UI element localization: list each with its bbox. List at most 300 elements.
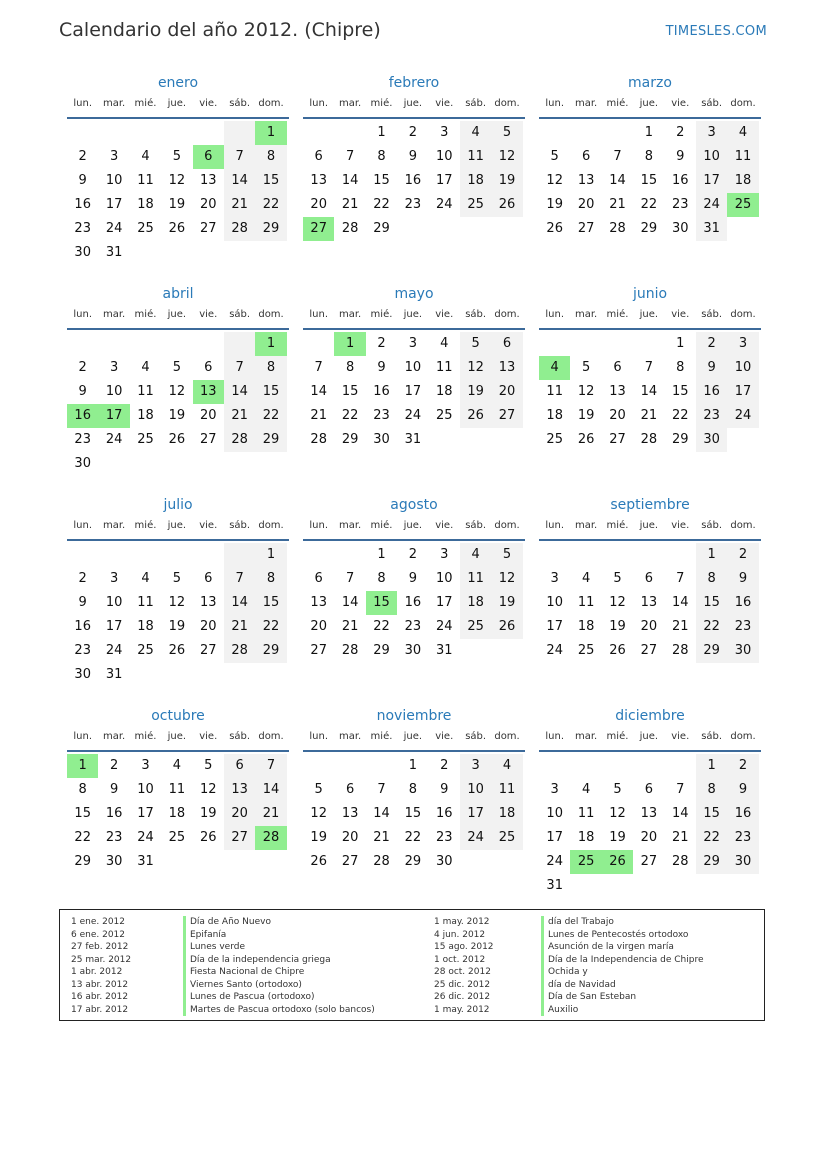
empty-cell xyxy=(98,543,129,567)
day-cell: 11 xyxy=(137,384,154,399)
day-cell: 22 xyxy=(373,197,390,212)
header-divider xyxy=(303,328,525,330)
day-cell: 24 xyxy=(460,826,491,850)
empty-cell xyxy=(334,121,365,145)
day-cell: 3 xyxy=(440,547,449,562)
day-cell: 18 xyxy=(137,619,154,634)
day-cell: 17 xyxy=(460,802,491,826)
day-cell: 1 xyxy=(255,332,286,356)
day-cell: 26 xyxy=(491,615,522,639)
day-cell: 15 xyxy=(341,384,359,399)
day-cell: 20 xyxy=(341,830,359,845)
day-cell: 1 xyxy=(696,754,727,778)
day-cell: 28 xyxy=(224,428,255,452)
day-cell: 7 xyxy=(255,754,286,778)
day-cell: 20 xyxy=(199,197,217,212)
day-cell: 27 xyxy=(224,826,255,850)
day-cell: 23 xyxy=(74,432,91,447)
day-cell: 18 xyxy=(435,384,453,399)
day-cell: 31 xyxy=(546,878,563,893)
day-cell: 26 xyxy=(310,854,327,869)
day-cell: 20 xyxy=(310,619,327,634)
day-cell: 20 xyxy=(224,802,255,826)
day-cell: 2 xyxy=(727,543,758,567)
legend-dates-right xyxy=(434,916,494,1016)
day-cell: 30 xyxy=(696,428,727,452)
day-cell: 3 xyxy=(550,571,559,586)
day-cell: 24 xyxy=(105,432,123,447)
day-cell: 3 xyxy=(727,332,758,356)
day-cell: 21 xyxy=(341,619,359,634)
weekday-header xyxy=(539,519,761,539)
empty-cell xyxy=(665,874,696,898)
empty-cell xyxy=(161,121,192,145)
day-cell: 31 xyxy=(137,854,154,869)
day-cell: 15 xyxy=(640,173,658,188)
empty-cell xyxy=(429,217,460,241)
day-cell: 25 xyxy=(460,193,491,217)
day-cell: 6 xyxy=(314,571,323,586)
day-cell: 13 xyxy=(193,380,224,404)
day-cell: 2 xyxy=(377,336,386,351)
day-cell: 20 xyxy=(310,197,327,212)
empty-cell xyxy=(539,332,570,356)
weekday-label: jue. xyxy=(639,520,659,531)
day-cell: 19 xyxy=(609,830,626,845)
weekday-label: mar. xyxy=(574,520,598,531)
day-cell: 26 xyxy=(546,221,563,236)
weekday-label: lun. xyxy=(545,520,565,531)
month-name: diciembre xyxy=(615,708,685,724)
weekday-header xyxy=(303,97,525,117)
day-cell: 18 xyxy=(460,169,491,193)
day-cell: 11 xyxy=(460,145,491,169)
weekday-label: mié. xyxy=(606,731,629,742)
weekday-label: dom. xyxy=(730,98,756,109)
day-cell: 22 xyxy=(671,408,689,423)
empty-cell xyxy=(602,121,633,145)
day-cell: 5 xyxy=(491,543,522,567)
day-cell: 11 xyxy=(137,595,154,610)
day-cell: 5 xyxy=(172,360,181,375)
weekday-label: dom. xyxy=(494,520,520,531)
day-cell: 14 xyxy=(255,778,286,802)
month-junio xyxy=(539,284,761,452)
day-cell: 5 xyxy=(460,332,491,356)
weekday-label: mié. xyxy=(134,309,157,320)
day-cell: 16 xyxy=(404,595,422,610)
legend-date: 15 ago. 2012 xyxy=(434,942,494,952)
empty-cell xyxy=(602,874,633,898)
day-cell: 6 xyxy=(491,332,522,356)
day-cell: 20 xyxy=(199,408,217,423)
legend-holiday-name: Martes de Pascua ortodoxo (solo bancos) xyxy=(190,1004,375,1015)
day-cell: 8 xyxy=(696,778,727,802)
day-cell: 14 xyxy=(671,595,689,610)
day-cell: 24 xyxy=(404,408,422,423)
day-cell: 17 xyxy=(105,619,123,634)
day-cell: 9 xyxy=(727,567,758,591)
day-cell: 29 xyxy=(404,854,422,869)
weekday-label: dom. xyxy=(494,98,520,109)
weekday-header xyxy=(67,97,289,117)
day-cell: 19 xyxy=(546,197,563,212)
weekday-label: lun. xyxy=(309,520,329,531)
weekday-label: vie. xyxy=(671,520,690,531)
weekday-label: jue. xyxy=(403,98,423,109)
day-cell: 15 xyxy=(671,384,689,399)
day-cell: 23 xyxy=(74,643,91,658)
day-cell: 15 xyxy=(696,802,727,826)
weekday-label: mar. xyxy=(338,98,362,109)
day-cell: 21 xyxy=(341,197,359,212)
day-cell: 1 xyxy=(377,125,386,140)
holiday-legend xyxy=(59,909,765,1021)
legend-date: 28 oct. 2012 xyxy=(434,967,491,977)
day-cell: 11 xyxy=(491,778,522,802)
month-name: septiembre xyxy=(610,497,690,513)
day-cell: 29 xyxy=(373,643,390,658)
day-cell: 9 xyxy=(676,149,685,164)
day-cell: 21 xyxy=(224,404,255,428)
empty-cell xyxy=(570,121,601,145)
day-cell: 16 xyxy=(727,591,758,615)
day-cell: 8 xyxy=(255,567,286,591)
day-cell: 16 xyxy=(373,384,390,399)
day-cell: 21 xyxy=(640,408,658,423)
empty-cell xyxy=(633,874,664,898)
weekday-label: mié. xyxy=(134,731,157,742)
empty-cell xyxy=(303,332,334,356)
day-cell: 29 xyxy=(373,221,390,236)
day-cell: 8 xyxy=(377,149,386,164)
day-cell: 5 xyxy=(613,571,622,586)
empty-cell xyxy=(303,121,334,145)
day-cell: 22 xyxy=(696,826,727,850)
day-cell: 5 xyxy=(314,782,323,797)
weekday-label: dom. xyxy=(494,731,520,742)
day-cell: 26 xyxy=(168,221,186,236)
weekday-label: dom. xyxy=(258,98,284,109)
day-cell: 24 xyxy=(435,619,453,634)
month-octubre xyxy=(67,706,289,874)
legend-holiday-name: Viernes Santo (ortodoxo) xyxy=(190,979,302,990)
weekday-label: dom. xyxy=(730,520,756,531)
weekday-label: jue. xyxy=(167,309,187,320)
day-cell: 4 xyxy=(460,543,491,567)
day-cell: 28 xyxy=(310,432,327,447)
day-cell: 13 xyxy=(310,173,327,188)
day-cell: 4 xyxy=(460,121,491,145)
legend-date: 1 oct. 2012 xyxy=(434,954,486,965)
legend-holiday-name: Día de Año Nuevo xyxy=(190,917,271,927)
day-cell: 16 xyxy=(435,806,453,821)
day-cell: 3 xyxy=(460,754,491,778)
weekday-label: sáb. xyxy=(465,309,487,320)
weekday-label: lun. xyxy=(545,98,565,109)
day-cell: 1 xyxy=(334,332,365,356)
day-cell: 3 xyxy=(141,758,150,773)
empty-cell xyxy=(98,121,129,145)
day-cell: 10 xyxy=(727,356,758,380)
legend-date: 1 may. 2012 xyxy=(434,1004,490,1015)
day-cell: 8 xyxy=(255,356,286,380)
legend-date: 17 abr. 2012 xyxy=(71,1004,129,1015)
weekday-label: lun. xyxy=(545,309,565,320)
day-cell: 5 xyxy=(613,782,622,797)
legend-holiday-name: Ochida y xyxy=(548,967,588,977)
day-cell: 19 xyxy=(491,169,522,193)
weekday-label: mié. xyxy=(370,98,393,109)
month-agosto xyxy=(303,495,525,663)
weekday-label: lun. xyxy=(73,309,93,320)
day-cell: 31 xyxy=(105,245,123,260)
day-cell: 14 xyxy=(640,384,658,399)
day-cell: 7 xyxy=(676,782,685,797)
day-grid xyxy=(539,754,761,898)
empty-cell xyxy=(539,121,570,145)
weekday-label: sáb. xyxy=(465,520,487,531)
empty-cell xyxy=(491,639,522,663)
day-cell: 12 xyxy=(168,173,186,188)
day-cell: 1 xyxy=(676,336,685,351)
empty-cell xyxy=(727,217,758,241)
day-cell: 27 xyxy=(491,404,522,428)
day-cell: 26 xyxy=(460,404,491,428)
day-cell: 17 xyxy=(435,595,453,610)
empty-cell xyxy=(491,217,522,241)
empty-cell xyxy=(255,850,286,874)
day-cell: 1 xyxy=(67,754,98,778)
day-cell: 8 xyxy=(345,360,355,375)
day-cell: 28 xyxy=(640,432,658,447)
day-cell: 23 xyxy=(696,404,727,428)
day-cell: 25 xyxy=(491,826,522,850)
day-grid xyxy=(303,754,525,874)
day-cell: 20 xyxy=(491,380,522,404)
empty-cell xyxy=(429,428,460,452)
day-cell: 16 xyxy=(67,404,98,428)
day-cell: 7 xyxy=(224,567,255,591)
day-cell: 19 xyxy=(199,806,217,821)
day-cell: 10 xyxy=(435,571,453,586)
day-cell: 8 xyxy=(255,145,286,169)
day-cell: 10 xyxy=(105,173,123,188)
legend-date: 1 ene. 2012 xyxy=(71,917,125,927)
weekday-label: lun. xyxy=(73,731,93,742)
day-cell: 22 xyxy=(696,615,727,639)
weekday-label: dom. xyxy=(258,520,284,531)
day-cell: 28 xyxy=(255,826,286,850)
day-cell: 17 xyxy=(696,169,727,193)
day-cell: 23 xyxy=(435,830,453,845)
day-cell: 14 xyxy=(224,380,255,404)
empty-cell xyxy=(224,241,255,265)
day-cell: 29 xyxy=(640,221,658,236)
day-cell: 13 xyxy=(310,595,327,610)
empty-cell xyxy=(255,663,286,687)
header-divider xyxy=(67,117,289,119)
day-cell: 5 xyxy=(204,758,213,773)
empty-cell xyxy=(602,754,633,778)
header-divider xyxy=(303,750,525,752)
month-febrero xyxy=(303,73,525,241)
day-cell: 18 xyxy=(727,169,758,193)
day-cell: 28 xyxy=(341,221,359,236)
day-cell: 19 xyxy=(168,197,186,212)
day-cell: 6 xyxy=(314,149,323,164)
day-cell: 11 xyxy=(577,595,595,610)
day-cell: 17 xyxy=(727,380,758,404)
day-cell: 23 xyxy=(373,408,390,423)
day-cell: 28 xyxy=(609,221,626,236)
weekday-label: sáb. xyxy=(465,731,487,742)
day-cell: 7 xyxy=(314,360,323,375)
weekday-label: mar. xyxy=(102,731,126,742)
day-cell: 21 xyxy=(373,830,390,845)
day-cell: 24 xyxy=(546,854,563,869)
day-cell: 8 xyxy=(696,567,727,591)
day-cell: 26 xyxy=(168,432,186,447)
day-cell: 11 xyxy=(168,782,186,797)
day-cell: 12 xyxy=(609,595,626,610)
day-cell: 12 xyxy=(546,173,563,188)
legend-date: 16 abr. 2012 xyxy=(71,992,129,1002)
day-cell: 4 xyxy=(141,360,150,375)
day-cell: 25 xyxy=(546,432,563,447)
day-cell: 31 xyxy=(404,432,422,447)
weekday-label: sáb. xyxy=(229,731,251,742)
legend-holiday-name: Día de la Independencia de Chipre xyxy=(548,954,704,965)
day-cell: 16 xyxy=(696,380,727,404)
day-cell: 1 xyxy=(408,758,417,773)
day-cell: 8 xyxy=(676,360,685,375)
day-cell: 13 xyxy=(609,384,626,399)
day-cell: 9 xyxy=(78,173,87,188)
day-cell: 1 xyxy=(255,121,286,145)
empty-cell xyxy=(224,663,255,687)
month-name: enero xyxy=(157,75,199,91)
weekday-label: vie. xyxy=(199,520,218,531)
day-cell: 16 xyxy=(74,619,91,634)
day-cell: 13 xyxy=(199,595,217,610)
day-cell: 27 xyxy=(199,643,217,658)
day-cell: 11 xyxy=(727,145,758,169)
weekday-header xyxy=(539,730,761,750)
weekday-header xyxy=(539,97,761,117)
legend-holiday-name: Día de San Esteban xyxy=(548,992,637,1002)
day-cell: 7 xyxy=(345,149,355,164)
day-cell: 9 xyxy=(440,782,449,797)
weekday-label: sáb. xyxy=(229,309,251,320)
day-cell: 31 xyxy=(105,667,123,682)
day-cell: 9 xyxy=(109,782,119,797)
weekday-header xyxy=(67,519,289,539)
weekday-label: mié. xyxy=(370,520,393,531)
day-cell: 9 xyxy=(696,356,727,380)
day-cell: 22 xyxy=(255,404,286,428)
brand-logo[interactable]: TIMESLES.COM xyxy=(665,24,767,39)
day-cell: 19 xyxy=(168,619,186,634)
day-cell: 28 xyxy=(373,854,390,869)
empty-cell xyxy=(255,452,286,476)
day-cell: 18 xyxy=(491,802,522,826)
day-cell: 28 xyxy=(224,217,255,241)
empty-cell xyxy=(460,217,491,241)
empty-cell xyxy=(570,543,601,567)
day-cell: 12 xyxy=(577,384,595,399)
day-cell: 4 xyxy=(141,571,150,586)
weekday-label: lun. xyxy=(73,98,93,109)
weekday-label: vie. xyxy=(435,731,454,742)
day-cell: 4 xyxy=(440,336,449,351)
empty-cell xyxy=(224,121,255,145)
header-divider xyxy=(303,117,525,119)
day-cell: 8 xyxy=(644,149,653,164)
legend-date: 4 jun. 2012 xyxy=(434,929,486,940)
day-cell: 12 xyxy=(609,806,626,821)
empty-cell xyxy=(130,663,161,687)
day-cell: 1 xyxy=(377,547,386,562)
weekday-label: jue. xyxy=(403,309,423,320)
day-cell: 10 xyxy=(460,778,491,802)
empty-cell xyxy=(193,332,224,356)
day-cell: 5 xyxy=(491,121,522,145)
day-cell: 23 xyxy=(727,826,758,850)
weekday-label: mié. xyxy=(606,520,629,531)
weekday-label: jue. xyxy=(403,731,423,742)
empty-cell xyxy=(98,452,129,476)
legend-holiday-name: Lunes verde xyxy=(190,942,246,952)
weekday-label: mié. xyxy=(134,98,157,109)
day-cell: 30 xyxy=(373,432,390,447)
day-cell: 25 xyxy=(168,830,186,845)
legend-date: 1 abr. 2012 xyxy=(71,967,123,977)
day-grid xyxy=(539,332,761,452)
day-cell: 3 xyxy=(109,360,119,375)
day-cell: 15 xyxy=(74,806,91,821)
day-cell: 2 xyxy=(78,571,87,586)
day-cell: 16 xyxy=(74,197,91,212)
legend-holiday-name: Auxilio xyxy=(548,1004,579,1015)
day-cell: 14 xyxy=(671,806,689,821)
day-cell: 20 xyxy=(577,197,595,212)
empty-cell xyxy=(67,332,98,356)
day-cell: 21 xyxy=(671,619,689,634)
weekday-label: vie. xyxy=(199,98,218,109)
day-cell: 9 xyxy=(78,595,87,610)
empty-cell xyxy=(334,754,365,778)
day-grid xyxy=(539,121,761,241)
legend-holiday-name: Epifanía xyxy=(190,929,227,940)
legend-date: 13 abr. 2012 xyxy=(71,979,129,990)
empty-cell xyxy=(602,332,633,356)
day-cell: 30 xyxy=(105,854,123,869)
day-cell: 25 xyxy=(137,643,154,658)
day-cell: 4 xyxy=(172,758,181,773)
day-cell: 30 xyxy=(671,221,689,236)
day-cell: 3 xyxy=(696,121,727,145)
day-cell: 12 xyxy=(168,595,186,610)
legend-names-right xyxy=(541,916,704,1016)
day-cell: 26 xyxy=(199,830,217,845)
weekday-label: mar. xyxy=(574,309,598,320)
empty-cell xyxy=(366,754,397,778)
day-cell: 12 xyxy=(491,567,522,591)
month-name: octubre xyxy=(151,708,205,724)
day-cell: 29 xyxy=(671,432,689,447)
day-cell: 15 xyxy=(696,591,727,615)
